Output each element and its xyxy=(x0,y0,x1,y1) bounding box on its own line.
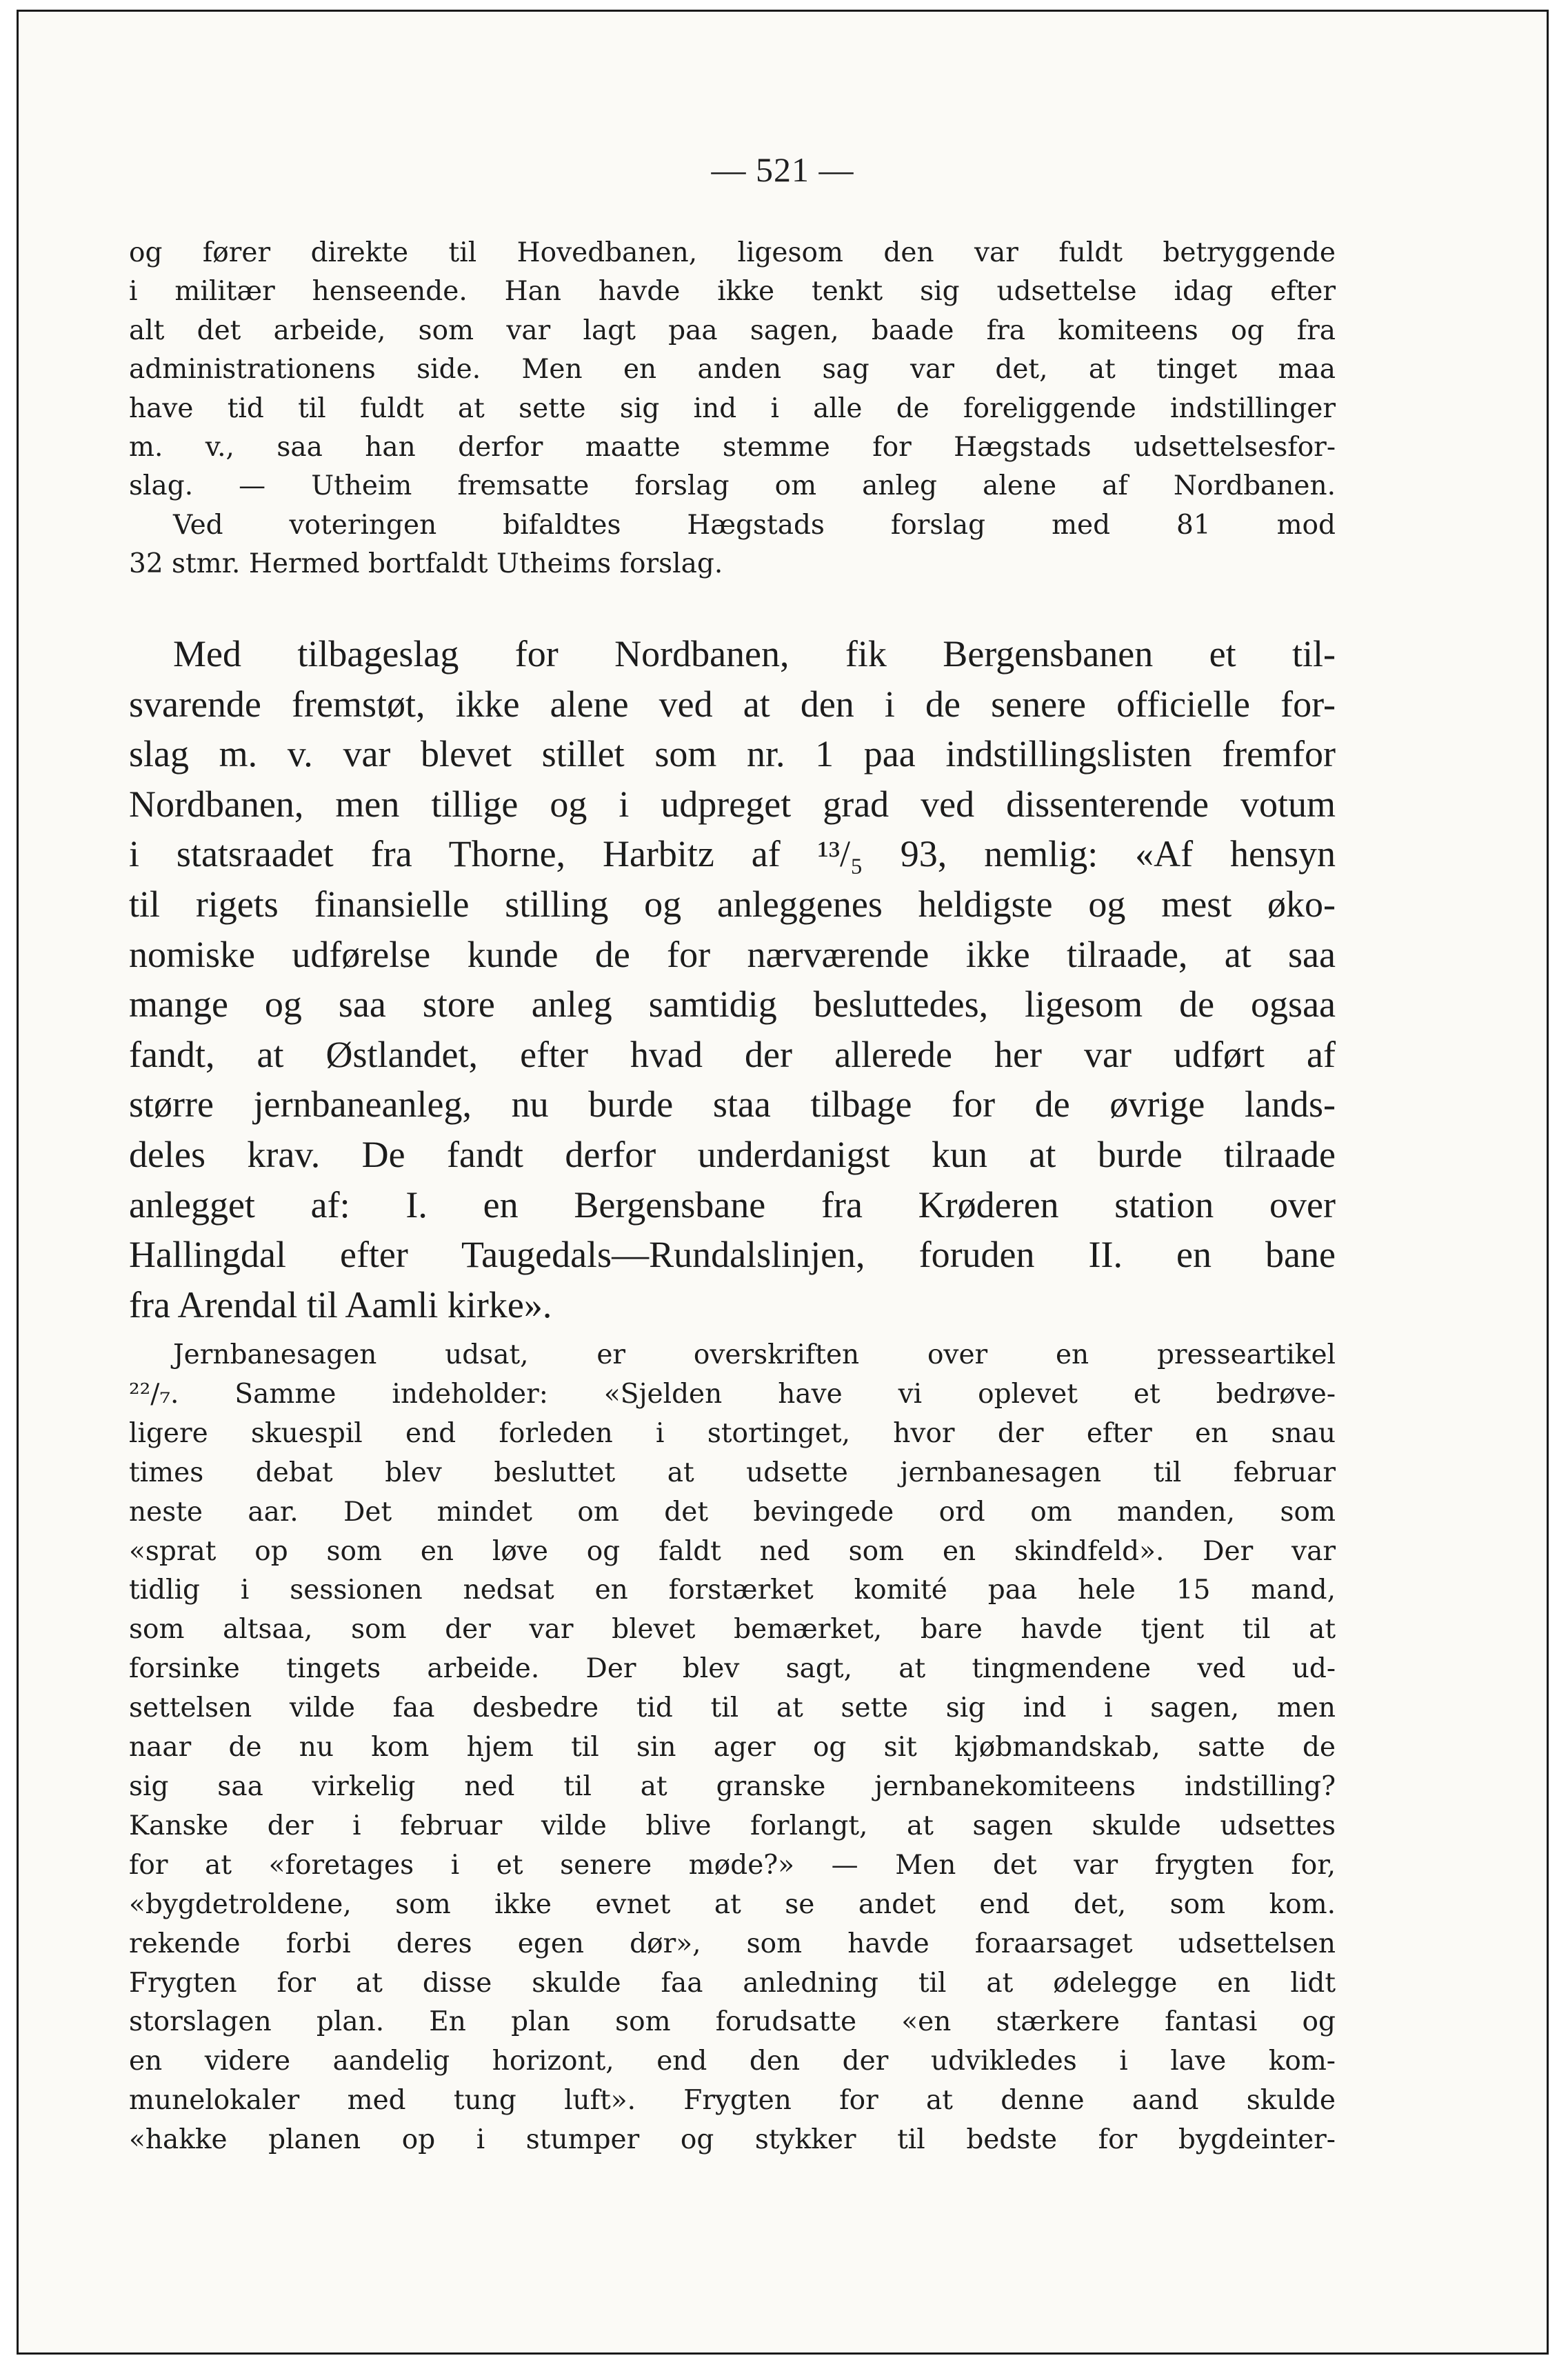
text-line: have tid til fuldt at sette sig ind i alle de foreliggende indstillinger xyxy=(129,392,1336,424)
text-line: tidlig i sessionen nedsat en forstærket komité paa hele 15 mand, xyxy=(129,1575,1336,1606)
text-line: neste aar. Det mindet om det bevingede ord om manden, som xyxy=(129,1496,1336,1528)
text-line: «bygdetroldene, som ikke evnet at se andet end det, som kom. xyxy=(129,1888,1336,1920)
text-line: deles krav. De fandt derfor underdanigst kun at burde tilraade xyxy=(129,1133,1336,1175)
text-line: Kanske der i februar vilde blive forlangt, at sagen skulde udsettes xyxy=(129,1810,1336,1841)
text-line: settelsen vilde faa desbedre tid til at sette sig ind i sagen, men xyxy=(129,1692,1336,1724)
text-line: munelokaler med tung luft». Frygten for at denne aand skulde xyxy=(129,2085,1336,2117)
text-line: times debat blev besluttet at udsette jernbanesagen til februar xyxy=(129,1457,1336,1488)
text-line: og fører direkte til Hovedbanen, ligesom den var fuldt betryggende xyxy=(129,237,1336,268)
text-line: som altsaa, som der var blevet bemærket, bare havde tjent til at xyxy=(129,1614,1336,1646)
text-line: større jernbaneanleg, nu burde staa tilbage for de øvrige lands- xyxy=(129,1083,1336,1126)
text-line: anlegget af: I. en Bergensbane fra Krøderen station over xyxy=(129,1183,1336,1226)
text-line: Nordbanen, men tillige og i udpreget grad ved dissenterende votum xyxy=(129,783,1336,825)
text-line: m. v., saa han derfor maatte stemme for Hægstads udsettelsesfor- xyxy=(129,432,1336,463)
text-line: sig saa virkelig ned til at granske jernbanekomiteens indstilling? xyxy=(129,1770,1336,1802)
text-line: en videre aandelig horizont, end den der udvikledes i lave kom- xyxy=(129,2046,1336,2077)
text-line: i militær henseende. Han havde ikke tenkt sig udsettelse idag efter xyxy=(129,276,1336,308)
text-line: fandt, at Østlandet, efter hvad der allerede her var udført af xyxy=(129,1033,1336,1075)
text-line: ligere skuespil end forleden i stortinget, hvor der efter en snau xyxy=(129,1417,1336,1449)
text-line: svarende fremstøt, ikke alene ved at den i de senere officielle for- xyxy=(129,683,1336,725)
paragraph-debate-summary xyxy=(129,234,1336,584)
text-line: ²²/₇. Samme indeholder: «Sjelden have vi oplevet et bedrøve- xyxy=(129,1378,1336,1410)
paragraph-press-article xyxy=(129,1336,1336,2160)
text-line: storslagen plan. En plan som forudsatte «en stærkere fantasi og xyxy=(129,2006,1336,2038)
paragraph-bergensbanen xyxy=(129,629,1336,1330)
text-line: slag m. v. var blevet stillet som nr. 1 paa indstillingslisten fremfor xyxy=(129,733,1336,775)
text-line: til rigets finansielle stilling og anleggenes heldigste og mest øko- xyxy=(129,883,1336,925)
text-line: Ved voteringen bifaldtes Hægstads forslag med 81 mod xyxy=(173,509,1336,541)
text-line: alt det arbeide, som var lagt paa sagen, baade fra komiteens og fra xyxy=(129,314,1336,346)
text-line: 32 stmr. Hermed bortfaldt Utheims forslag. xyxy=(129,548,723,580)
text-line: Hallingdal efter Taugedals—Rundalslinjen, foruden II. en bane xyxy=(129,1234,1336,1276)
text-line: mange og saa store anleg samtidig besluttedes, ligesom de ogsaa xyxy=(129,983,1336,1026)
text-line: Frygten for at disse skulde faa anledning til at ødelegge en lidt xyxy=(129,1967,1336,1999)
text-line: for at «foretages i et senere møde?» — Men det var frygten for, xyxy=(129,1849,1336,1881)
text-line: nomiske udførelse kunde de for nærværende ikke tilraade, at saa xyxy=(129,933,1336,975)
text-line: «sprat op som en løve og faldt ned som en skindfeld». Der var xyxy=(129,1535,1336,1567)
text-line: rekende forbi deres egen dør», som havde foraarsaget udsettelsen xyxy=(129,1928,1336,1959)
text-line: Med tilbageslag for Nordbanen, fik Bergensbanen et til- xyxy=(173,633,1336,675)
text-line: i statsraadet fra Thorne, Harbitz af ¹³/₅ 93, nemlig: «Af hensyn xyxy=(129,833,1336,875)
text-line: Jernbanesagen udsat, er overskriften over en presseartikel xyxy=(173,1339,1336,1370)
text-line: naar de nu kom hjem til sin ager og sit kjøbmandskab, satte de xyxy=(129,1732,1336,1763)
text-line: slag. — Utheim fremsatte forslag om anleg alene af Nordbanen. xyxy=(129,470,1336,502)
page-number: — 521 — xyxy=(711,150,854,189)
text-line: administrationens side. Men en anden sag var det, at tinget maa xyxy=(129,354,1336,386)
book-page xyxy=(17,10,1549,2355)
text-line: fra Arendal til Aamli kirke». xyxy=(129,1283,552,1326)
text-line: forsinke tingets arbeide. Der blev sagt, at tingmendene ved ud- xyxy=(129,1653,1336,1685)
text-line: «hakke planen op i stumper og stykker til bedste for bygdeinter- xyxy=(129,2124,1336,2156)
